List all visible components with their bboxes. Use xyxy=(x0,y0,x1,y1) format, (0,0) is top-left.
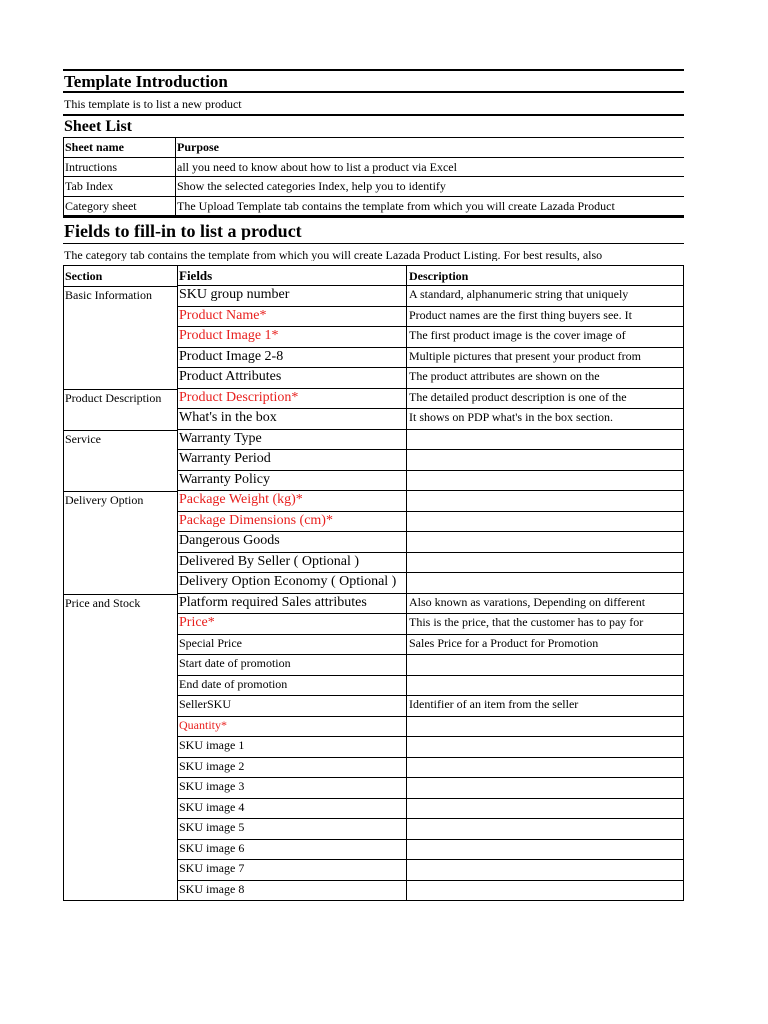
section-cell[interactable] xyxy=(63,819,177,840)
field-cell[interactable]: SKU group number xyxy=(177,286,406,307)
field-cell[interactable]: What's in the box xyxy=(177,409,406,430)
table-row xyxy=(63,327,684,348)
purpose-header: Purpose xyxy=(177,140,219,155)
section-cell[interactable]: Product Description xyxy=(63,389,177,410)
description-cell[interactable]: Product names are the first thing buyers see. It xyxy=(406,307,684,328)
table-row xyxy=(63,368,684,389)
field-cell[interactable]: Warranty Policy xyxy=(177,471,406,492)
section-cell[interactable] xyxy=(63,471,177,492)
description-cell[interactable]: This is the price, that the customer has to pay for xyxy=(406,614,684,635)
field-cell[interactable]: SKU image 1 xyxy=(177,737,406,758)
intro-text: This template is to list a new product xyxy=(64,97,242,110)
table-row xyxy=(63,819,684,840)
field-cell[interactable]: Warranty Type xyxy=(177,430,406,451)
description-cell[interactable] xyxy=(406,860,684,881)
purpose-cell[interactable]: all you need to know about how to list a product via Excel xyxy=(177,159,457,174)
spreadsheet xyxy=(63,69,684,901)
sheet-name-cell[interactable]: Tab Index xyxy=(63,177,176,196)
description-cell[interactable]: The product attributes are shown on the xyxy=(406,368,684,389)
description-cell[interactable]: A standard, alphanumeric string that uniquely xyxy=(406,286,684,307)
description-cell[interactable] xyxy=(406,491,684,512)
field-cell[interactable]: Delivered By Seller ( Optional ) xyxy=(177,553,406,574)
description-cell[interactable]: Sales Price for a Product for Promotion xyxy=(406,635,684,656)
field-cell[interactable]: Start date of promotion xyxy=(177,655,406,676)
fields-description: The category tab contains the template from which you will create Lazada Product Listing. For best results, also xyxy=(64,248,603,261)
section-cell[interactable] xyxy=(63,635,177,656)
table-row xyxy=(63,594,684,615)
description-cell[interactable] xyxy=(406,717,684,738)
sheet-list-heading: Sheet List xyxy=(63,114,684,138)
table-row xyxy=(63,553,684,574)
description-cell[interactable] xyxy=(406,799,684,820)
field-cell[interactable]: SKU image 5 xyxy=(177,819,406,840)
section-cell[interactable] xyxy=(63,840,177,861)
table-row xyxy=(63,307,684,328)
template-introduction-heading: Template Introduction xyxy=(63,69,684,93)
table-row xyxy=(63,614,684,635)
description-cell[interactable] xyxy=(406,881,684,902)
fields-table-body xyxy=(63,286,684,901)
field-cell[interactable]: End date of promotion xyxy=(177,676,406,697)
field-cell[interactable]: SKU image 2 xyxy=(177,758,406,779)
field-cell[interactable]: Special Price xyxy=(177,635,406,656)
table-row xyxy=(63,758,684,779)
table-row xyxy=(63,635,684,656)
description-cell[interactable] xyxy=(406,532,684,553)
description-cell[interactable] xyxy=(406,819,684,840)
section-cell[interactable] xyxy=(63,799,177,820)
description-cell[interactable] xyxy=(406,737,684,758)
description-cell[interactable] xyxy=(406,840,684,861)
table-row xyxy=(63,737,684,758)
field-cell[interactable]: Warranty Period xyxy=(177,450,406,471)
sheet-list-row xyxy=(63,197,684,217)
table-row xyxy=(63,655,684,676)
section-cell[interactable] xyxy=(63,717,177,738)
table-row xyxy=(63,696,684,717)
description-cell[interactable]: It shows on PDP what's in the box section. xyxy=(406,409,684,430)
sheet-name-cell[interactable]: Category sheet xyxy=(63,197,176,216)
field-cell[interactable]: Product Image 1* xyxy=(177,327,406,348)
field-cell[interactable]: SKU image 4 xyxy=(177,799,406,820)
description-cell[interactable]: The detailed product description is one of the xyxy=(406,389,684,410)
table-row xyxy=(63,532,684,553)
section-cell[interactable] xyxy=(63,676,177,697)
fields-table-header xyxy=(63,265,684,286)
sheet-list-row xyxy=(63,158,684,178)
section-cell[interactable] xyxy=(63,553,177,574)
field-cell[interactable]: Delivery Option Economy ( Optional ) xyxy=(177,573,406,594)
description-cell[interactable] xyxy=(406,430,684,451)
fields-heading: Fields to fill-in to list a product xyxy=(63,216,684,244)
field-cell[interactable]: Platform required Sales attributes xyxy=(177,594,406,615)
table-row xyxy=(63,860,684,881)
section-cell[interactable] xyxy=(63,696,177,717)
section-cell[interactable]: Price and Stock xyxy=(63,594,177,615)
description-cell[interactable]: The first product image is the cover image of xyxy=(406,327,684,348)
table-row xyxy=(63,881,684,902)
description-cell[interactable] xyxy=(406,676,684,697)
field-cell[interactable]: Package Dimensions (cm)* xyxy=(177,512,406,533)
field-cell[interactable]: Quantity* xyxy=(177,717,406,738)
intro-text-row xyxy=(63,93,684,114)
description-cell[interactable] xyxy=(406,450,684,471)
section-cell[interactable] xyxy=(63,737,177,758)
description-cell[interactable] xyxy=(406,655,684,676)
sheet-list-row xyxy=(63,177,684,197)
section-cell[interactable] xyxy=(63,307,177,328)
sheet-name-header: Sheet name xyxy=(63,138,176,157)
section-cell[interactable] xyxy=(63,881,177,902)
field-cell[interactable]: Product Name* xyxy=(177,307,406,328)
field-cell[interactable]: SKU image 8 xyxy=(177,881,406,902)
table-row xyxy=(63,799,684,820)
field-cell[interactable]: SKU image 3 xyxy=(177,778,406,799)
table-row xyxy=(63,389,684,410)
description-cell[interactable] xyxy=(406,758,684,779)
field-cell[interactable]: SKU image 6 xyxy=(177,840,406,861)
field-cell[interactable]: Package Weight (kg)* xyxy=(177,491,406,512)
section-cell[interactable] xyxy=(63,614,177,635)
fields-description-row xyxy=(63,244,684,265)
section-cell[interactable] xyxy=(63,778,177,799)
table-row xyxy=(63,348,684,369)
table-row xyxy=(63,286,684,307)
fields-header: Fields xyxy=(177,266,406,286)
description-cell[interactable]: Identifier of an item from the seller xyxy=(406,696,684,717)
description-cell[interactable] xyxy=(406,471,684,492)
description-cell[interactable] xyxy=(406,512,684,533)
purpose-cell[interactable]: Show the selected categories Index, help you to identify xyxy=(177,179,446,194)
purpose-cell[interactable]: The Upload Template tab contains the template from which you will create Lazada Product xyxy=(177,198,615,213)
section-cell[interactable] xyxy=(63,450,177,471)
field-cell[interactable]: Product Attributes xyxy=(177,368,406,389)
table-row xyxy=(63,491,684,512)
table-row xyxy=(63,409,684,430)
field-cell[interactable]: Product Image 2-8 xyxy=(177,348,406,369)
sheet-name-cell[interactable]: Intructions xyxy=(63,158,176,177)
description-cell[interactable]: Multiple pictures that present your product from xyxy=(406,348,684,369)
section-cell[interactable] xyxy=(63,758,177,779)
description-header: Description xyxy=(406,266,684,286)
section-cell[interactable] xyxy=(63,532,177,553)
table-row xyxy=(63,471,684,492)
section-cell[interactable] xyxy=(63,327,177,348)
table-row xyxy=(63,840,684,861)
field-cell[interactable]: Price* xyxy=(177,614,406,635)
section-cell[interactable] xyxy=(63,409,177,430)
section-cell[interactable] xyxy=(63,368,177,389)
table-row xyxy=(63,430,684,451)
table-row xyxy=(63,512,684,533)
field-cell[interactable]: SellerSKU xyxy=(177,696,406,717)
table-row xyxy=(63,676,684,697)
description-cell[interactable] xyxy=(406,553,684,574)
description-cell[interactable] xyxy=(406,573,684,594)
section-cell[interactable]: Basic Information xyxy=(63,286,177,307)
field-cell[interactable]: SKU image 7 xyxy=(177,860,406,881)
table-row xyxy=(63,450,684,471)
section-header: Section xyxy=(63,266,177,286)
section-cell[interactable] xyxy=(63,348,177,369)
table-row xyxy=(63,778,684,799)
table-row xyxy=(63,717,684,738)
section-cell[interactable] xyxy=(63,573,177,594)
section-cell[interactable] xyxy=(63,860,177,881)
section-cell[interactable] xyxy=(63,512,177,533)
field-cell[interactable]: Dangerous Goods xyxy=(177,532,406,553)
section-cell[interactable]: Delivery Option xyxy=(63,491,177,512)
description-cell[interactable]: Also known as varations, Depending on different xyxy=(406,594,684,615)
section-cell[interactable] xyxy=(63,655,177,676)
section-cell[interactable]: Service xyxy=(63,430,177,451)
table-row xyxy=(63,573,684,594)
description-cell[interactable] xyxy=(406,778,684,799)
field-cell[interactable]: Product Description* xyxy=(177,389,406,410)
sheet-list-header xyxy=(63,138,684,158)
